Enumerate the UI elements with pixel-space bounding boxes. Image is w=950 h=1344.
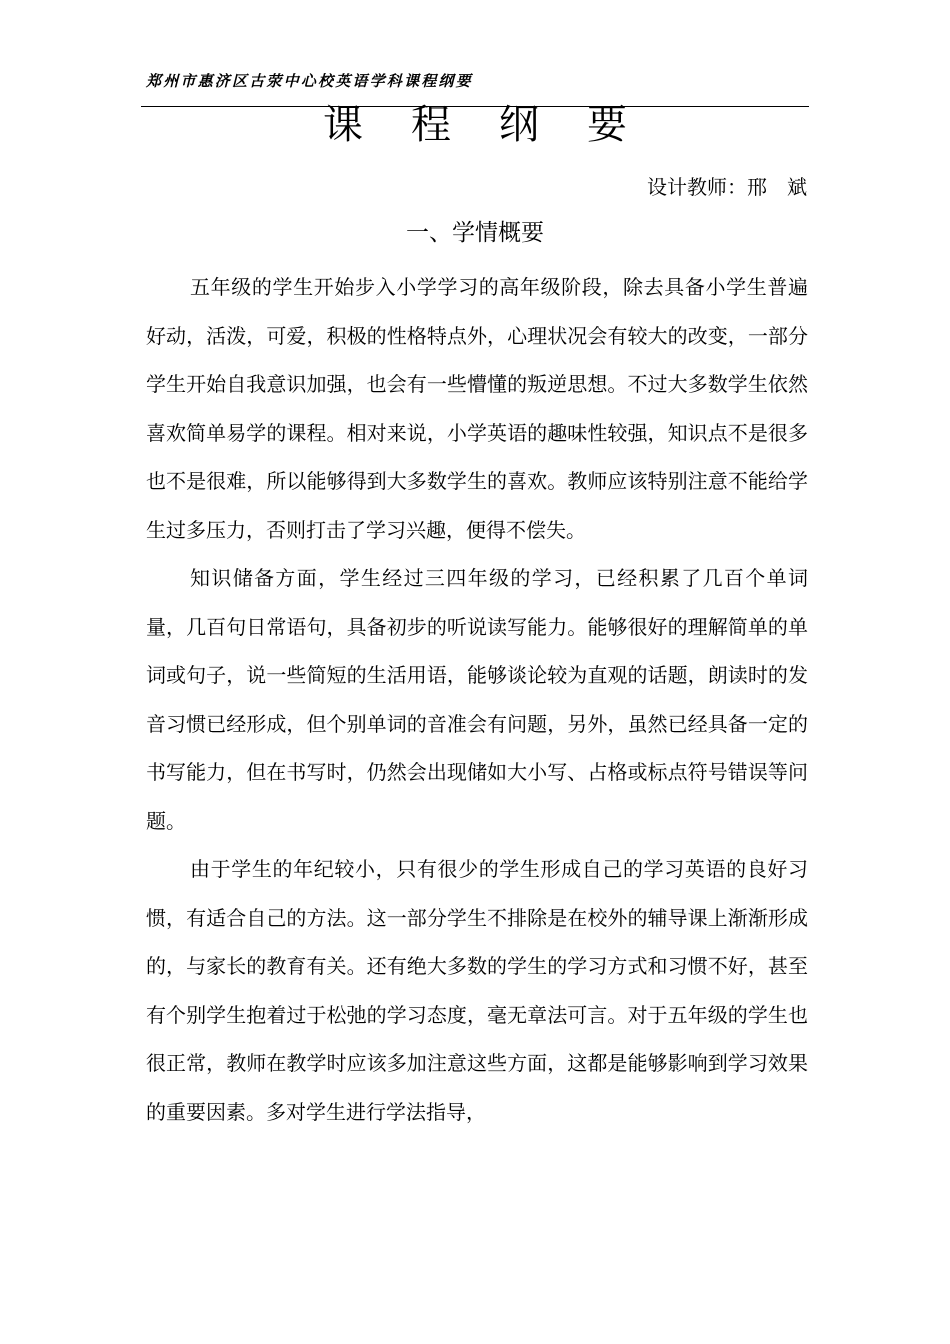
running-header: 郑州市惠济区古荥中心校英语学科课程纲要 [146,72,473,90]
body-text [146,263,808,1136]
section-heading: 一、学情概要 [406,220,544,246]
paragraph-2: 知识储备方面，学生经过三四年级的学习，已经积累了几百个单词量，几百句日常语句，具备初步的听说读写能力。能够很好的理解简单的单词或句子，说一些简短的生活用语，能够谈论较为直观的话题，朗读时的发音习惯已经形成，但个别单词的音准会有问题，另外，虽然已经具备一定的书写能力，但在书写时，仍然会出现储如大小写、占格或标点符号错误等问题。 [146,566,808,833]
paragraph-1: 五年级的学生开始步入小学学习的高年级阶段，除去具备小学生普遍好动，活泼，可爱，积极的性格特点外，心理状况会有较大的改变，一部分学生开始自我意识加强，也会有一些懵懂的叛逆思想。不过大多数学生依然喜欢简单易学的课程。相对来说，小学英语的趣味性较强，知识点不是很多也不是很难，所以能够得到大多数学生的喜欢。教师应该特别注意不能给学生过多压力，否则打击了学习兴趣，便得不偿失。 [146,275,808,542]
designer-line: 设计教师：邢 斌 [647,175,807,199]
paragraph-3: 由于学生的年纪较小，只有很少的学生形成自己的学习英语的良好习惯，有适合自己的方法。这一部分学生不排除是在校外的辅导课上渐渐形成的，与家长的教育有关。还有绝大多数的学生的学习方式和习惯不好，甚至有个别学生抱着过于松弛的学习态度，毫无章法可言。对于五年级的学生也很正常，教师在教学时应该多加注意这些方面，这都是能够影响到学习效果的重要因素。多对学生进行学法指导， [146,857,808,1124]
page-title: 课程纲要 [323,102,675,148]
